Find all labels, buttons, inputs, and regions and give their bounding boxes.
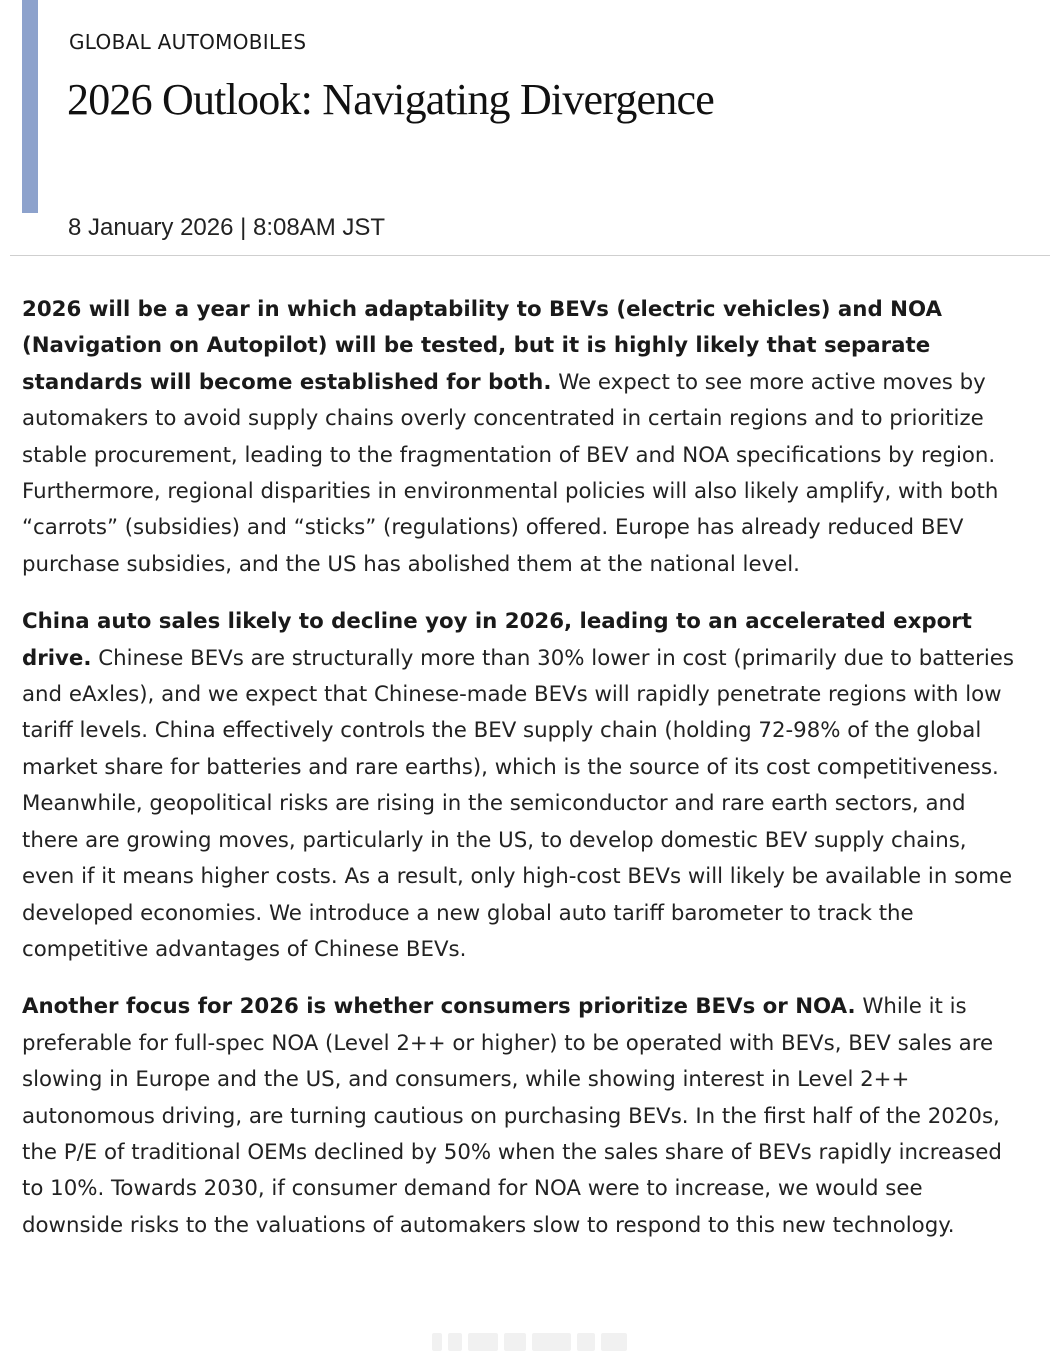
accent-bar bbox=[22, 0, 38, 213]
article-body bbox=[22, 292, 1022, 1265]
paragraph-2-body: Chinese BEVs are structurally more than 30% lower in cost (primarily due to batteries and eAxles), and we expect that Chinese-made BEVs will rapidly penetrate regions with low tariff levels. China effectively controls the BEV supply chain (holding 72-98% of the global market share for batteries and rare earths), which is the source of its cost competitiveness. Meanwhile, geopolitical risks are rising in the semiconductor and rare earth sectors, and there are growing moves, particularly in the US, to develop domestic BEV supply chains, even if it means higher costs. As a result, only high-cost BEVs will likely be available in some developed economies. We introduce a new global auto tariff barometer to track the competitive advantages of Chinese BEVs. bbox=[22, 645, 1014, 962]
paragraph-3 bbox=[22, 989, 1022, 1244]
report-header bbox=[22, 0, 1050, 213]
paragraph-2-lead: China auto sales likely to decline yoy in 2026, leading to an accelerated export drive. bbox=[22, 609, 972, 671]
paragraph-1-lead: 2026 will be a year in which adaptability to BEVs (electric vehicles) and NOA (Navigation on Autopilot) will be tested, but it is highly likely that separate standards will become established for both. bbox=[22, 297, 942, 395]
section-label: GLOBAL AUTOMOBILES bbox=[69, 30, 307, 54]
page-title: 2026 Outlook: Navigating Divergence bbox=[67, 75, 714, 124]
paragraph-2 bbox=[22, 604, 1022, 968]
divider bbox=[10, 255, 1050, 256]
dateline: 8 January 2026 | 8:08AM JST bbox=[68, 214, 386, 241]
paragraph-3-body: While it is preferable for full-spec NOA (Level 2++ or higher) to be operated with BEVs, BEV sales are slowing in Europe and the US, and consumers, while showing interest in Level 2++ autonomous driving, are turning cautious on purchasing BEVs. In the first half of the 2020s, the P/E of traditional OEMs declined by 50% when the sales share of BEVs rapidly increased to 10%. Towards 2030, if consumer demand for NOA were to increase, we would see downside risks to the valuations of automakers slow to respond to this new technology. bbox=[22, 994, 1002, 1238]
paragraph-1 bbox=[22, 292, 1022, 583]
paragraph-1-body: We expect to see more active moves by automakers to avoid supply chains overly concentrated in certain regions and to prioritize stable procurement, leading to the fragmentation of BEV and NOA specifications by region. Furthermore, regional disparities in environmental policies will also likely amplify, with both “carrots” (subsidies) and “sticks” (regulations) offered. Europe has already reduced BEV purchase subsidies, and the US has abolished them at the national level. bbox=[22, 369, 999, 577]
watermark bbox=[432, 1328, 627, 1356]
paragraph-3-lead: Another focus for 2026 is whether consumers prioritize BEVs or NOA. bbox=[22, 994, 856, 1020]
